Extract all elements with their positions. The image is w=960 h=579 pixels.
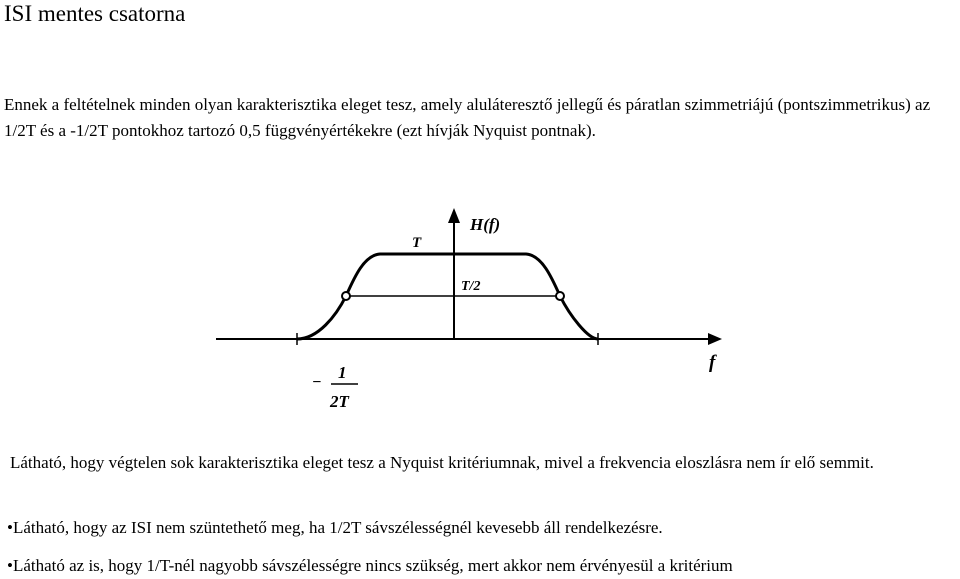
bullet-item: •Látható, hogy az ISI nem szüntethető meg, ha 1/2T sávszélességnél kevesebb áll rendelkezésre. <box>7 518 663 537</box>
x-axis-label: f <box>709 352 716 373</box>
amplitude-axis-arrow <box>448 208 460 223</box>
nyquist-point-left <box>342 292 350 300</box>
fraction-denominator: 2T <box>330 392 349 411</box>
level-full-label: T <box>412 235 422 251</box>
explanation-paragraph: Látható, hogy végtelen sok karakterisztika eleget tesz a Nyquist kritériumnak, mivel a frekvencia eloszlásra nem ír elő semmit. <box>10 453 874 472</box>
intro-paragraph: Ennek a feltételnek minden olyan karakterisztika eleget tesz, amely aluláteresztő jellegű és páratlan szimmetriájú (pontszimmetrikus) az 1/2T és a -1/2T pontokhoz tartozó 0,5 függvényértékekre (ezt hívják Nyquist pontnak). <box>4 95 931 140</box>
nyquist-point-right <box>556 292 564 300</box>
frequency-axis-arrow <box>708 333 722 345</box>
level-half-label: T/2 <box>461 279 481 294</box>
minus-sign: − <box>312 374 322 391</box>
y-axis-label: H(f) <box>470 215 501 234</box>
bullet-item: •Látható az is, hogy 1/T-nél nagyobb sávszélességre nincs szükség, mert akkor nem érvényesül a kritérium <box>7 556 733 575</box>
page-title: ISI mentes csatorna <box>4 1 186 26</box>
fraction-numerator: 1 <box>338 363 347 382</box>
